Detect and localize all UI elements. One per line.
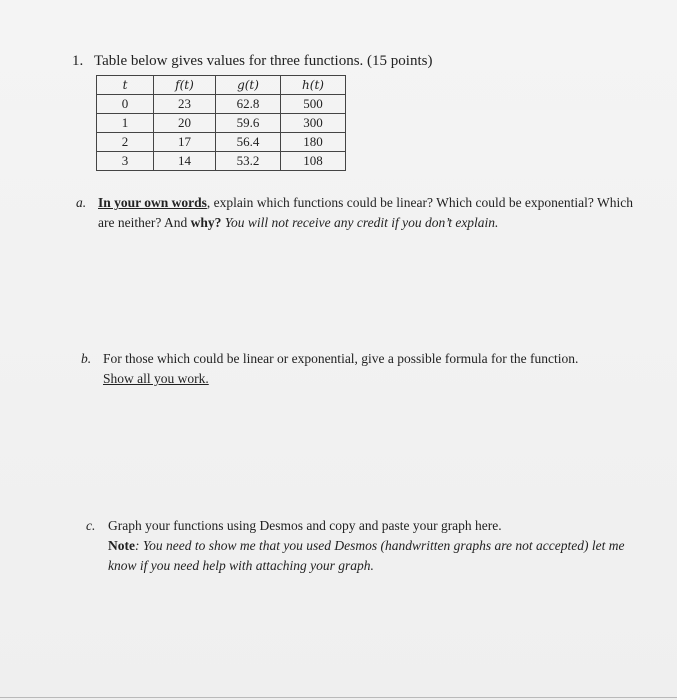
table-row xyxy=(97,133,346,152)
cell: 62.8 xyxy=(216,95,281,114)
cell: 2 xyxy=(97,133,154,152)
table-row xyxy=(97,95,346,114)
question-heading xyxy=(72,53,432,70)
part-c xyxy=(86,516,638,576)
table-row xyxy=(97,152,346,171)
cell: 180 xyxy=(281,133,346,152)
part-a-warning: You will not receive any credit if you don’t explain. xyxy=(221,215,499,230)
cell: 1 xyxy=(97,114,154,133)
cell: 56.4 xyxy=(216,133,281,152)
header-t: t xyxy=(97,76,154,95)
cell: 0 xyxy=(97,95,154,114)
cell: 59.6 xyxy=(216,114,281,133)
cell: 300 xyxy=(281,114,346,133)
part-b-instruction: Show all you work. xyxy=(103,371,209,386)
part-a-text: , explain which functions could be linear? Which could be exponential? Which are neither? And xyxy=(98,195,634,230)
part-c-note-label: Note xyxy=(108,538,135,553)
part-a-emphasis: In your own words xyxy=(98,195,207,210)
values-table xyxy=(96,75,346,171)
part-c-note-text: : You need to show me that you used Desmos (handwritten graphs are not accepted) let me know if you need help with attaching your graph. xyxy=(108,538,625,573)
part-b-marker: b. xyxy=(81,351,92,366)
question-text: Table below gives values for three functions. (15 points) xyxy=(94,53,433,69)
header-g: g(t) xyxy=(216,76,281,95)
cell: 17 xyxy=(154,133,216,152)
part-b xyxy=(81,349,638,389)
cell: 53.2 xyxy=(216,152,281,171)
header-f: f(t) xyxy=(154,76,216,95)
cell: 20 xyxy=(154,114,216,133)
cell: 3 xyxy=(97,152,154,171)
table-row xyxy=(97,114,346,133)
part-a-why: why? xyxy=(190,215,222,230)
table-header-row xyxy=(97,76,346,95)
part-c-text: Graph your functions using Desmos and copy and paste your graph here. xyxy=(108,518,502,533)
cell: 500 xyxy=(281,95,346,114)
part-a xyxy=(76,193,638,233)
question-number: 1. xyxy=(72,53,84,69)
page-bottom-divider xyxy=(0,697,677,698)
part-a-marker: a. xyxy=(76,195,87,210)
header-h: h(t) xyxy=(281,76,346,95)
part-b-text: For those which could be linear or exponential, give a possible formula for the function. xyxy=(103,351,579,366)
cell: 14 xyxy=(154,152,216,171)
cell: 23 xyxy=(154,95,216,114)
part-c-marker: c. xyxy=(86,518,96,533)
cell: 108 xyxy=(281,152,346,171)
